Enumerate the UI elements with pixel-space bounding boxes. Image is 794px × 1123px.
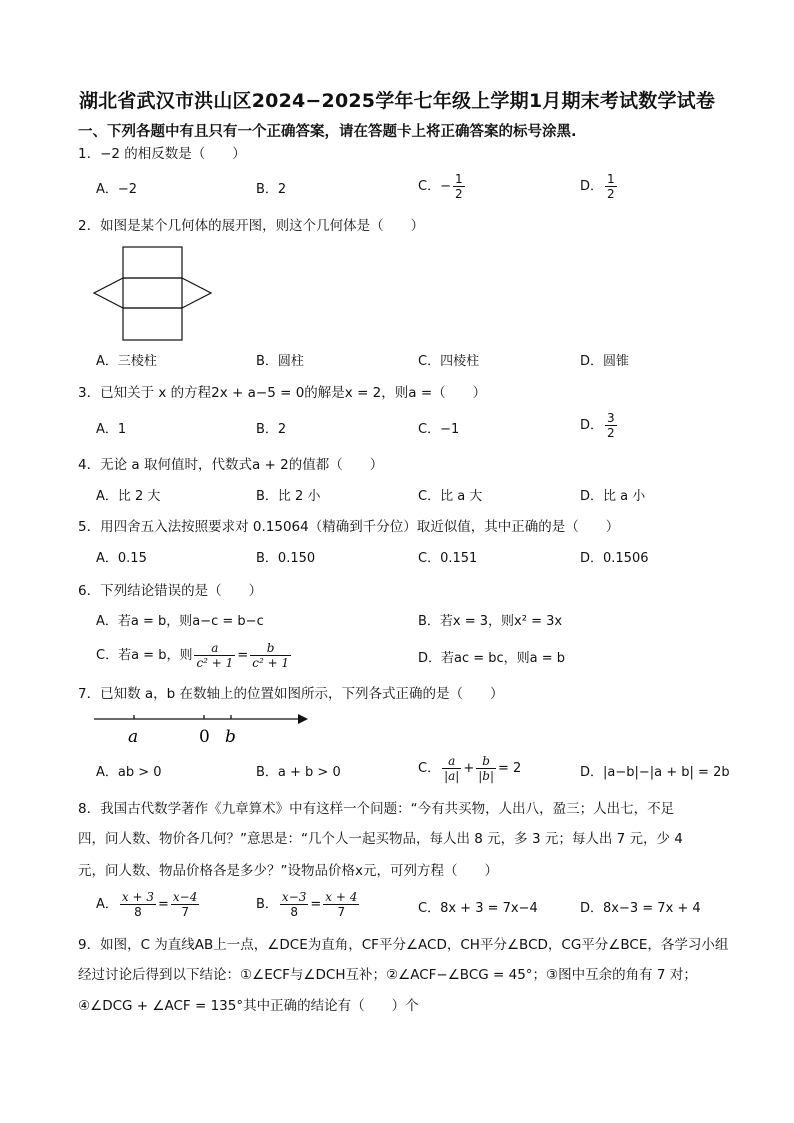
q1-option-c-fraction: $\frac{1}{2}$ (454, 172, 463, 201)
question-9-line-1: 9．如图，C 为直线AB上一点，∠DCE为直角，CF平分∠ACD，CH平分∠BCD，CG平分∠BCE，各学习小组 (78, 937, 729, 953)
q3-option-d[interactable] (580, 411, 619, 440)
question-4-stem: 4．无论 a 取何值时，代数式a + 2的值都（ ） (78, 457, 384, 473)
q8-option-a-equals: = (158, 897, 169, 912)
q5-option-c[interactable]: C．0.151 (418, 551, 478, 566)
q8-option-b-fraction-1: $\frac{x-3}{8}$ (281, 890, 307, 919)
q8-option-a[interactable] (96, 890, 201, 919)
q7-option-c-fraction-1: $\frac{a}{|a|}$ (444, 754, 460, 783)
number-line-label-b: b (225, 727, 236, 747)
q6-option-c[interactable] (96, 641, 293, 670)
q8-option-b-equals: = (310, 897, 322, 912)
q7-option-d[interactable]: D．|a−b|−|a + b| = 2b (580, 765, 730, 780)
q2-option-a[interactable]: A．三棱柱 (96, 354, 157, 369)
question-9-line-3: ④∠DCG + ∠ACF = 135°其中正确的结论有（ ）个 (78, 998, 419, 1014)
q4-option-d[interactable]: D．比 a 小 (580, 489, 646, 504)
q7-option-c-plus: + (463, 761, 475, 776)
q7-option-c-label: C． (418, 761, 441, 776)
q4-option-b[interactable]: B．比 2 小 (256, 489, 321, 504)
q7-option-c[interactable] (418, 754, 521, 783)
question-8-line-1: 8．我国古代数学著作《九章算术》中有这样一个问题：“今有共买物，人出八，盈三；人出七，不足 (78, 801, 675, 817)
q1-option-d[interactable] (580, 172, 619, 201)
q7-option-a[interactable]: A．ab > 0 (96, 765, 162, 780)
q2-option-d[interactable]: D．圆锥 (580, 354, 630, 369)
q8-option-b-fraction-2: $\frac{x + 4}{7}$ (325, 890, 358, 919)
question-8-line-2: 四，问人数、物价各几何？”意思是：“几个人一起买物品，每人出 8 元，多 3 元；每人出 7 元，少 4 (78, 831, 683, 847)
page-title: 湖北省武汉市洪山区2024−2025学年七年级上学期1月期末考试数学试卷 (78, 90, 716, 112)
q3-option-c[interactable]: C．−1 (418, 422, 460, 437)
q3-option-a[interactable]: A．1 (96, 422, 127, 437)
q6-option-c-equals: = (237, 648, 249, 663)
q8-option-b-label: B． (256, 897, 278, 912)
q6-option-c-fraction-1: $\frac{a}{\text{c² + 1}}$ (196, 641, 234, 670)
number-line-label-0: 0 (199, 727, 210, 747)
question-5-stem: 5．用四舍五入法按照要求对 0.15064（精确到千分位）取近似值，其中正确的是（ ） (78, 519, 620, 535)
q1-option-d-label: D． (580, 179, 604, 194)
q3-option-b[interactable]: B．2 (256, 422, 287, 437)
q3-option-d-label: D． (580, 418, 604, 433)
question-3-stem: 3．已知关于 x 的方程2x + a−5 = 0的解是x = 2，则a =（ ） (78, 385, 487, 401)
q8-option-a-fraction-2: $\frac{x-4}{7}$ (172, 890, 198, 919)
q7-option-c-fraction-2: $\frac{b}{|b|}$ (478, 754, 495, 783)
question-6-stem: 6．下列结论错误的是（ ） (78, 583, 263, 599)
q5-option-b[interactable]: B．0.150 (256, 551, 316, 566)
section-heading: 一、下列各题中有且只有一个正确答案，请在答题卡上将正确答案的标号涂黑. (78, 124, 577, 140)
q7-option-b[interactable]: B．a + b > 0 (256, 765, 341, 780)
number-line-label-a: a (128, 727, 139, 747)
q3-option-d-fraction: $\frac{3}{2}$ (607, 411, 615, 440)
q6-option-d[interactable]: D．若ac = bc，则a = b (418, 651, 566, 666)
q2-option-b[interactable]: B．圆柱 (256, 354, 304, 369)
q6-option-b[interactable]: B．若x = 3，则x² = 3x (418, 614, 563, 629)
q4-option-c[interactable]: C．比 a 大 (418, 489, 483, 504)
question-1-stem: 1．−2 的相反数是（ ） (78, 146, 246, 162)
q8-option-a-label: A． (96, 897, 118, 912)
q2-option-c[interactable]: C．四棱柱 (418, 354, 480, 369)
question-8-line-3: 元，问人数、物品价格各是多少？”设物品价格x元，可列方程（ ） (78, 863, 498, 879)
q7-option-c-rest: = 2 (498, 761, 522, 776)
q6-option-c-label: C．若a = b，则 (96, 648, 193, 663)
prism-net-figure (92, 246, 214, 342)
question-9-line-2: 经过讨论后得到以下结论：①∠ECF与∠DCH互补；②∠ACF−∠BCG = 45°；③图中互余的角有 7 对； (78, 967, 697, 983)
q1-option-d-fraction: $\frac{1}{2}$ (607, 172, 615, 201)
number-line-arrow-icon (298, 714, 308, 724)
q5-option-d[interactable]: D．0.1506 (580, 551, 649, 566)
q6-option-a[interactable]: A．若a = b，则a−c = b−c (96, 614, 264, 629)
q5-option-a[interactable]: A．0.15 (96, 551, 147, 566)
number-line-figure (92, 708, 312, 748)
q1-option-a[interactable]: A．−2 (96, 182, 138, 197)
q4-option-a[interactable]: A．比 2 大 (96, 489, 161, 504)
q8-option-c[interactable]: C．8x + 3 = 7x−4 (418, 901, 538, 916)
q8-option-d[interactable]: D．8x−3 = 7x + 4 (580, 901, 701, 916)
q8-option-a-fraction-1: $\frac{x + 3}{8}$ (121, 890, 154, 919)
question-7-stem: 7．已知数 a，b 在数轴上的位置如图所示，下列各式正确的是（ ） (78, 686, 504, 702)
q1-option-b[interactable]: B．2 (256, 182, 287, 197)
question-2-stem: 2．如图是某个几何体的展开图，则这个几何体是（ ） (78, 218, 425, 234)
q6-option-c-fraction-2: $\frac{b}{\text{c² + 1}}$ (252, 641, 290, 670)
q8-option-b[interactable] (256, 890, 361, 919)
q1-option-c-label: C．− (418, 179, 451, 194)
q1-option-c[interactable] (418, 172, 467, 201)
